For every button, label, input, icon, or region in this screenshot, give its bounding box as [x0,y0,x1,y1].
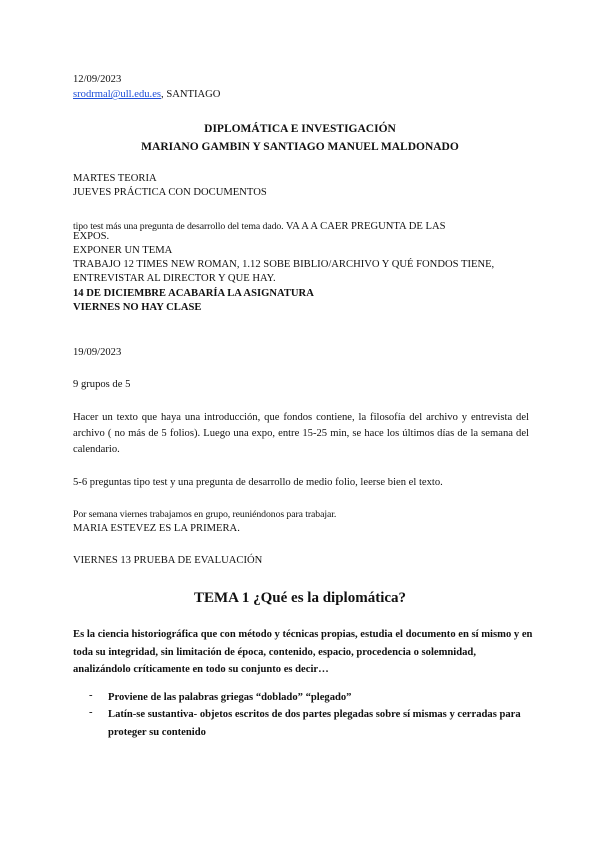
group-work-note: Por semana viernes trabajamos en grupo, reuniéndonos para trabajar. [73,509,337,520]
email-link[interactable]: srodrmal@ull.edu.es [73,89,162,100]
bullet-marker: - [89,690,93,701]
bullet-item: Latín-se sustantiva- objetos escritos de dos partes plegadas sobre sí mismas y cerradas para proteger su contenido [108,709,521,738]
trabajo-note-2: ENTREVISTAR AL DIRECTOR Y QUE HAY. [73,273,276,284]
trabajo-note-1: TRABAJO 12 TIMES NEW ROMAN, 1.12 SOBE BIBLIO/ARCHIVO Y QUÉ FONDOS TIENE, [73,259,495,270]
exam-note-small: tipo test más una pregunta de desarrollo del tema dado. [73,221,286,232]
evaluation-note: VIERNES 13 PRUEBA DE EVALUACIÓN [73,555,263,566]
groups-note: 9 grupos de 5 [73,379,131,390]
exam-note [73,216,446,234]
exam-note-continued: EXPOS. [73,231,110,242]
definition-paragraph: Es la ciencia historiográfica que con método y técnicas propias, estudia el documento en sí mismo y en toda su integridad, sin limitación de época, contenido, espacio, procedencia o solemnidad, analizándolo críticamente en todo su conjunto es decir… [73,629,533,675]
bullet-item: Proviene de las palabras griegas “doblado” “plegado” [108,692,352,703]
exam-note-big: VA A A CAER PREGUNTA DE LAS [285,221,446,232]
session-2-date: 19/09/2023 [73,347,122,358]
bullet-marker: - [89,707,93,718]
document-subtitle: MARIANO GAMBIN Y SANTIAGO MANUEL MALDONADO [141,141,459,153]
work-description: Hacer un texto que haya una introducción, que fondos contiene, la filosofía del archivo y entrevista del archivo ( no más de 5 folios). Luego una expo, entre 15-25 min, se hace los últimos días de la semana del calendario. [73,412,529,455]
schedule-line-2: JUEVES PRÁCTICA CON DOCUMENTOS [73,187,267,198]
first-presenter-note: MARIA ESTEVEZ ES LA PRIMERA. [73,523,240,534]
header-contact [73,88,220,101]
exponer-note: EXPONER UN TEMA [73,245,173,256]
document-title: DIPLOMÁTICA E INVESTIGACIÓN [204,123,396,135]
bold-note-2: VIERNES NO HAY CLASE [73,302,202,313]
tema-heading: TEMA 1 ¿Qué es la diplomática? [193,590,407,606]
exam-format-note: 5-6 preguntas tipo test y una pregunta de desarrollo de medio folio, leerse bien el texto. [73,477,443,488]
header-date: 12/09/2023 [73,74,122,85]
bold-note-1: 14 DE DICIEMBRE ACABARÍA LA ASIGNATURA [73,288,314,299]
header-author: , SANTIAGO [161,89,221,100]
schedule-line-1: MARTES TEORIA [73,173,157,184]
